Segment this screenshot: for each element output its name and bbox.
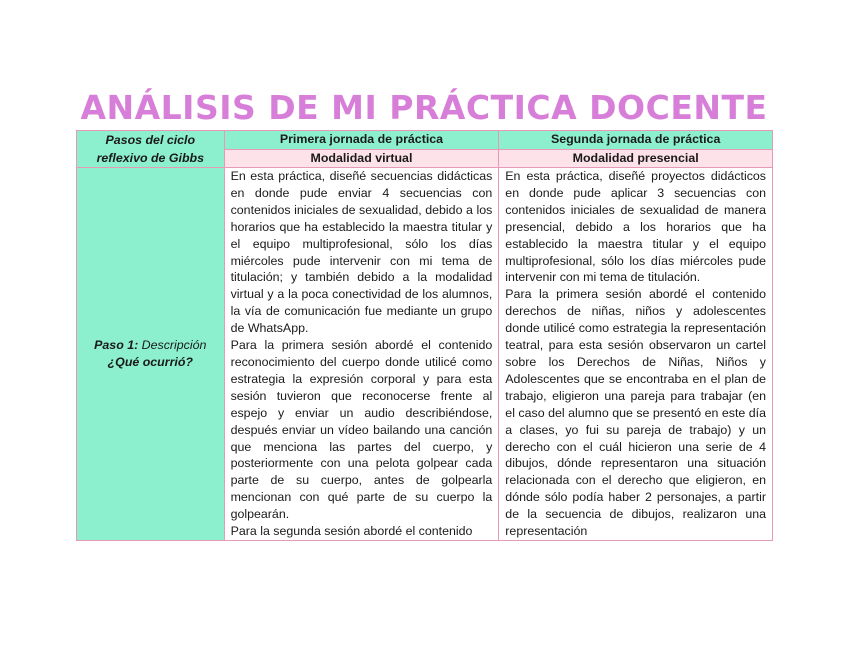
steps-header-line1: Pasos del ciclo bbox=[105, 133, 196, 147]
second-practice-header: Segunda jornada de práctica bbox=[499, 131, 773, 150]
step-1-label bbox=[80, 337, 221, 354]
step-1-title: Descripción bbox=[138, 338, 207, 352]
step-1-cell bbox=[77, 168, 225, 541]
first-practice-description bbox=[224, 168, 499, 541]
first-practice-paragraph: Para la primera sesión abordé el contenido reconocimiento del cuerpo donde utilicé como estrategia la expresión corporal y para esta sesión tuvieron que reconocerse frente al espejo y enviar un audio describiéndose, después enviar un vídeo bailando una canción que menciona las partes del cuerpo, y posteriormente con una pelota golpear cada parte de su cuerpo, antes de golpearla mencionan con qué parte de su cuerpo la golpearán. bbox=[230, 338, 493, 522]
first-modality-label: Modalidad virtual bbox=[224, 150, 499, 168]
page-title: ANÁLISIS DE MI PRÁCTICA DOCENTE bbox=[80, 88, 768, 127]
first-practice-paragraph: Para la segunda sesión abordé el contenido bbox=[230, 524, 473, 539]
second-practice-paragraph: Para la primera sesión abordé el contenido derechos de niñas, niños y adolescentes donde utilicé como estrategia la representación teatral, para esta sesión observaron un cartel sobre los Derechos de Niñas, Niños y Adolescentes que se encontraba en el plan de trabajo, eligieron una pareja para trabajar (en el caso del alumno que se presentó en este día a clases, yo fui su pareja de trabajo) y un derecho con el cuál hicieron una serie de 4 dibujos, dónde representaron una situación relacionada con el derecho que eligieron, en dónde sólo podía haber 2 personajes, a partir de la secuencia de dibujos, realizaron una representación bbox=[505, 287, 766, 539]
steps-column-header bbox=[77, 131, 225, 168]
second-practice-description bbox=[499, 168, 773, 541]
second-practice-paragraph: En esta práctica, diseñé proyectos didácticos en donde pude aplicar 3 secuencias con contenidos iniciales de sexualidad de manera presencial, debido a los horarios que ha establecido la maestra titular y el equipo multiprofesional, sólo los días miércoles pude intervenir con mi tema de titulación. bbox=[505, 169, 766, 285]
first-practice-paragraph: En esta práctica, diseñé secuencias didácticas en donde pude enviar 4 secuencias con contenidos iniciales de sexualidad, debido a los horarios que ha establecido la maestra titular y el equipo multiprofesional, sólo los días miércoles pude intervenir con mi tema de titulación; y también debido a la modalidad virtual y a la poca conectividad de los alumnos, la vía de comunicación fue mediante un grupo de WhatsApp. bbox=[230, 169, 493, 336]
gibbs-reflection-table bbox=[76, 130, 773, 541]
step-1-question: ¿Qué ocurrió? bbox=[107, 355, 193, 369]
steps-header-line2: reflexivo de Gibbs bbox=[96, 151, 204, 165]
second-modality-label: Modalidad presencial bbox=[499, 150, 773, 168]
step-1-number: Paso 1: bbox=[94, 338, 139, 352]
first-practice-header: Primera jornada de práctica bbox=[224, 131, 499, 150]
